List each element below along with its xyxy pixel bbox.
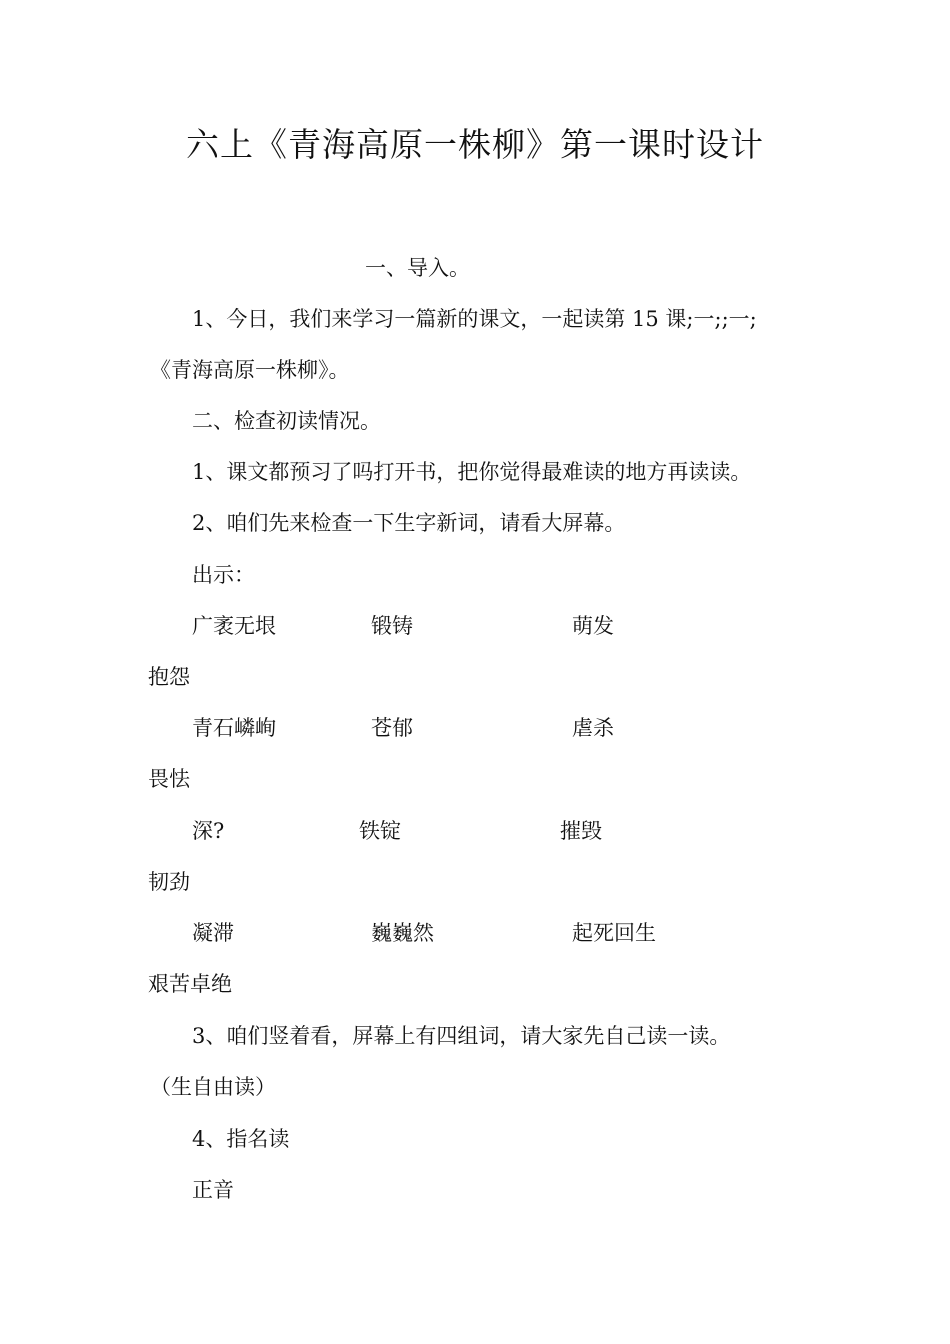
vocab-word: 艰苦卓绝 bbox=[148, 972, 232, 996]
document-title: 六上《青海高原一株柳》第一课时设计 bbox=[186, 125, 764, 164]
vocab-word: 起死回生 bbox=[572, 921, 656, 945]
vocab-word: 锻铸 bbox=[371, 614, 413, 638]
vocab-word: 铁锭 bbox=[359, 819, 401, 843]
vocab-word: 抱怨 bbox=[148, 665, 190, 689]
vocab-word: 凝滞 bbox=[192, 921, 234, 945]
correct-pronunciation: 正音 bbox=[192, 1178, 234, 1202]
step-4: 4、指名读 bbox=[192, 1127, 290, 1151]
vocab-word: 巍巍然 bbox=[371, 921, 434, 945]
vocab-word: 虐杀 bbox=[572, 716, 614, 740]
vocab-word: 摧毁 bbox=[560, 819, 602, 843]
section-heading-intro: 一、导入。 bbox=[365, 256, 470, 280]
vocab-word: 苍郁 bbox=[371, 716, 413, 740]
vocab-word: 广袤无垠 bbox=[192, 614, 276, 638]
vocab-word: 深? bbox=[192, 819, 225, 843]
vocab-word: 萌发 bbox=[572, 614, 614, 638]
paragraph-intro-line1: 1、今日，我们来学习一篇新的课文，一起读第 15 课;一;;一; bbox=[192, 307, 757, 331]
section-heading-check: 二、检查初读情况。 bbox=[192, 409, 381, 433]
step-3-line2: （生自由读） bbox=[150, 1075, 276, 1099]
step-2: 2、咱们先来检查一下生字新词，请看大屏幕。 bbox=[192, 511, 626, 535]
step-1: 1、课文都预习了吗打开书，把你觉得最难读的地方再读读。 bbox=[192, 460, 752, 484]
vocab-word: 韧劲 bbox=[148, 870, 190, 894]
vocab-word: 畏怯 bbox=[148, 767, 190, 791]
paragraph-intro-line2: 《青海高原一株柳》。 bbox=[150, 358, 350, 382]
show-label: 出示： bbox=[192, 563, 255, 587]
vocab-word: 青石嶙峋 bbox=[192, 716, 276, 740]
step-3-line1: 3、咱们竖着看，屏幕上有四组词，请大家先自己读一读。 bbox=[192, 1024, 731, 1048]
